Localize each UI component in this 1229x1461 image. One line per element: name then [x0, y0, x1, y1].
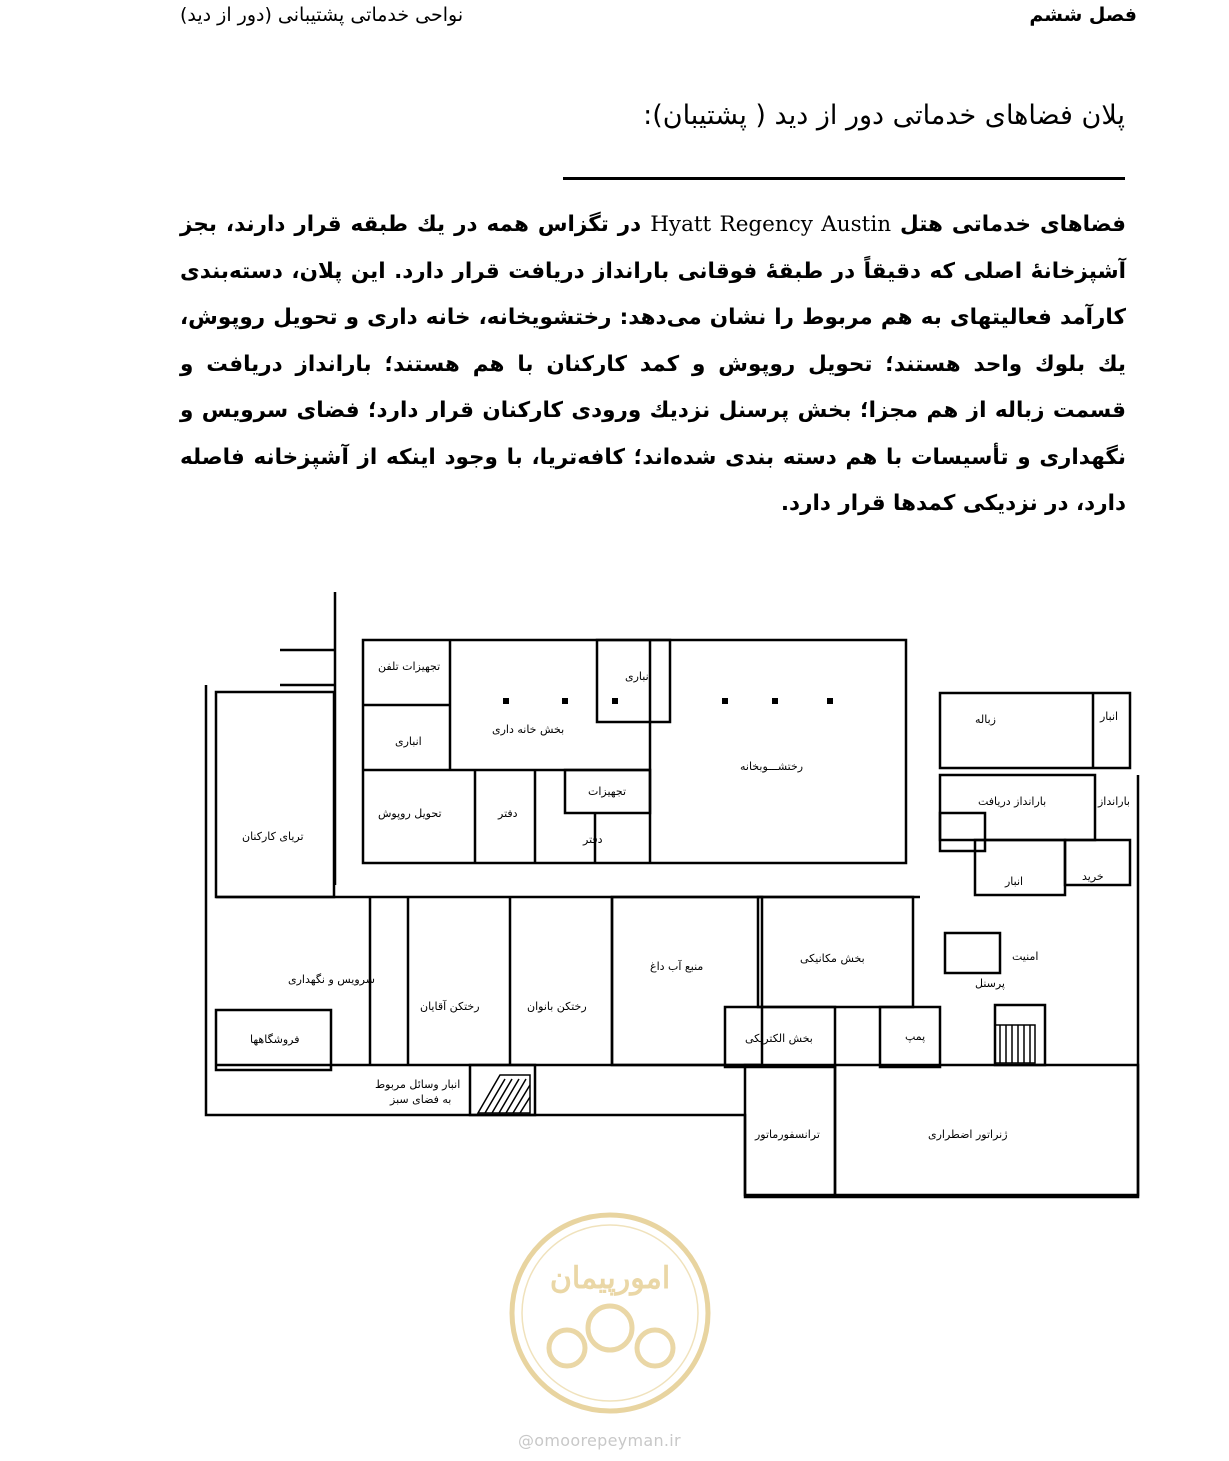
room-trash: زباله [975, 713, 996, 726]
watermark-logo [505, 1208, 715, 1418]
body-paragraph [180, 202, 1126, 528]
paragraph-part-2: در تگزاس همه در یك طبقه قرار دارند، بجز آشپزخانهٔ اصلی که دقیقاً در طبقهٔ فوقانی بارانداز دریافت قرار دارد. این پلان، دسته‌بندی کارآمد فعالیتهای به هم مربوط را نشان می‌دهد: رختشویخانه، خانه داری و تحویل روپوش، یك بلوك واحد هستند؛ تحویل روپوش و کمد کارکنان با هم هستند؛ بارانداز دریافت و قسمت زباله از هم مجزا؛ بخش پرسنل نزدیك ورودی کارکنان قرار دارد؛ فضای سرویس و نگهداری و تأسیسات با هم دسته بندی شده‌اند؛ کافه‌تریا، با وجود اینکه از آشپزخانه فاصله دارد، در نزدیکی کمدها قرار دارد. [180, 212, 1126, 516]
room-transformer: ترانسفورماتور [755, 1128, 820, 1141]
room-pump: پمپ [905, 1030, 926, 1043]
room-service: سرویس و نگهداری [288, 973, 375, 986]
room-men-locker: رختکن آقایان [420, 1000, 480, 1013]
floor-plan-drawing [200, 585, 1150, 1205]
room-storage-1: انباری [395, 735, 422, 748]
room-equipment: تجهیزات [588, 785, 627, 798]
room-hot-water: منبع آب داغ [650, 960, 704, 973]
room-receiving: بارانداز دریافت [978, 795, 1047, 808]
room-dock: بارانداز [1098, 795, 1130, 808]
cafeteria-block [216, 692, 334, 897]
room-mechanical: بخش مکانیکی [800, 952, 865, 965]
room-storage-4: انبار [1005, 875, 1024, 888]
room-green-storage-1: انبار وسائل مربوط [375, 1078, 461, 1091]
room-storage-2: انباری [625, 670, 652, 683]
paragraph-part-1: فضاهای خدماتی هتل [891, 212, 1126, 237]
room-security: امنیت [1012, 950, 1039, 963]
room-telephone: تجهیزات تلفن [378, 660, 441, 673]
room-women-locker: رختکن بانوان [527, 1000, 587, 1013]
columns [503, 698, 833, 704]
room-purchase: خرید [1082, 870, 1104, 883]
title-underline [563, 177, 1125, 180]
room-green-storage-2: به فضای سبز [390, 1093, 452, 1106]
watermark-brand: امورپیمان [549, 1261, 671, 1296]
chapter-label: فصل ششم [1029, 4, 1137, 26]
plan-outer-wall [206, 685, 1138, 1197]
hotel-name: Hyatt Regency Austin [650, 212, 892, 237]
section-label: نواحی خدماتی پشتیبانی (دور از دید) [180, 4, 464, 26]
room-cafeteria: تریای کارکنان [242, 830, 304, 843]
room-shops: فروشگاهها [250, 1033, 300, 1046]
room-electrical: بخش الکتریکی [745, 1032, 813, 1045]
watermark-url: @omoorepeyman.ir [518, 1431, 681, 1450]
page-title: پلان فضاهای خدماتی دور از دید ( پشتیبان): [643, 100, 1125, 131]
room-office-1: دفتر [498, 807, 518, 820]
room-personnel: پرسنل [975, 977, 1005, 990]
room-generator: ژنراتور اضطراری [928, 1128, 1008, 1141]
room-housekeeping: بخش خانه داری [492, 723, 565, 736]
floor-plan [200, 585, 1150, 1205]
room-storage-3: انبار [1100, 710, 1119, 723]
room-uniform: تحویل روپوش [378, 807, 442, 820]
right-block [940, 693, 1130, 768]
room-office-2: دفتر [583, 833, 603, 846]
room-laundry: رختشـــوبخانه [740, 760, 804, 773]
